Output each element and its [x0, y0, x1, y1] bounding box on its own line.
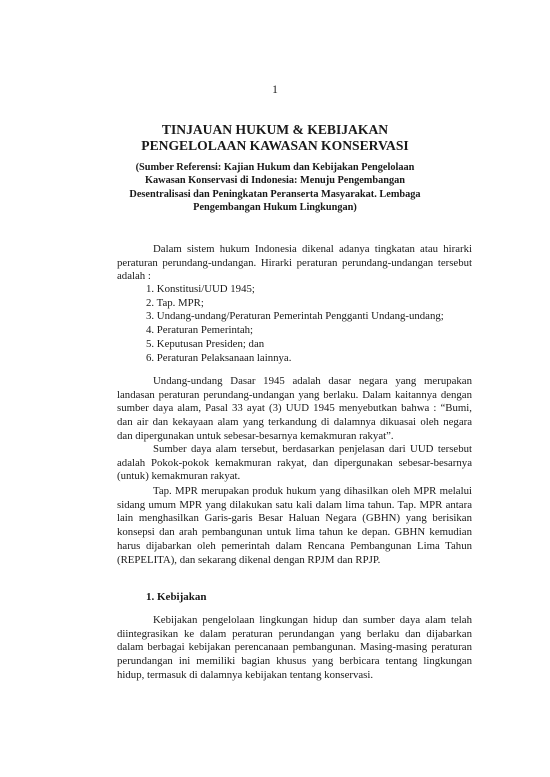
source-reference: (Sumber Referensi: Kajian Hukum dan Kebijakan Pengelolaan Kawasan Konservasi di Indonesia: Menuju Pengembangan Desentralisasi dan Peningkatan Peranserta Masyarakat. Lembaga Pengembangan Hukum Lingkungan): [129, 162, 421, 213]
list-item: 6. Peraturan Pelaksanaan lainnya.: [146, 351, 292, 364]
intro-paragraph: [117, 243, 472, 284]
title-line-2: PENGELOLAAN KAWASAN KONSERVASI: [141, 138, 409, 153]
list-item: 3. Undang-undang/Peraturan Pemerintah Pengganti Undang-undang;: [146, 310, 444, 323]
list-item: 2. Tap. MPR;: [146, 296, 204, 309]
document-title: [100, 122, 450, 154]
list-item: 1. Konstitusi/UUD 1945;: [146, 283, 255, 295]
kebijakan-paragraph: [117, 614, 472, 683]
title-line-1: TINJAUAN HUKUM & KEBIJAKAN: [161, 122, 389, 137]
sda-text: Sumber daya alam tersebut, berdasarkan penjelasan dari UUD tersebut adalah Pokok-pokok kemakmuran rakyat, dan dipergunakan sebesar-besarnya (untuk) kemakmuran rakyat.: [117, 443, 472, 483]
list-item: 5. Keputusan Presiden; dan: [146, 337, 265, 350]
hierarchy-list: [146, 283, 476, 365]
uud-paragraph: [117, 375, 472, 444]
mpr-text: Tap. MPR merupakan produk hukum yang dihasilkan oleh MPR melalui sidang umum MPR yang dilakukan satu kali dalam lima tahun. Tap. MPR antara lain menghasilkan Garis-garis Besar Haluan Negara (GBHN) yang berisikan konsepsi dan arah pembangunan untuk lima tahun ke depan. GBHN kemudian harus dijabarkan oleh pemerintah dalam Rencana Pembangunan Lima Tahun (REPELITA), dan sekarang dikenal dengan RPJM dan RPJP.: [117, 485, 472, 566]
kebijakan-text: Kebijakan pengelolaan lingkungan hidup dan sumber daya alam telah diintegrasikan ke dalam peraturan perundangan yang berlaku dan dijabarkan dalam berbagai kebijakan perencanaan pembangunan. Masing-masing peraturan perundangan ini memiliki bagian khusus yang berbicara tentang lingkungan hidup, termasuk di dalamnya kebijakan tentang konservasi.: [117, 614, 472, 681]
sda-paragraph: [117, 443, 472, 484]
list-item: 4. Peraturan Pemerintah;: [146, 324, 254, 337]
uud-text: Undang-undang Dasar 1945 adalah dasar negara yang merupakan landasan peraturan perundang-undangan yang berlaku. Dalam kaitannya dengan sumber daya alam, Pasal 33 ayat (3) UUD 1945 menyebutkan bahwa : “Bumi, dan air dan kekayaan alam yang terkandung di dalamnya dikuasai oleh negara dan dipergunakan untuk sebesar-besarnya kemakmuran rakyat”.: [117, 375, 472, 442]
section-heading: 1. Kebijakan: [146, 591, 207, 603]
mpr-paragraph: [117, 485, 472, 567]
page-number: 1: [272, 84, 278, 96]
intro-text: Dalam sistem hukum Indonesia dikenal adanya tingkatan atau hirarki peraturan perundang-undangan. Hirarki peraturan perundang-undangan tersebut adalah :: [117, 243, 472, 283]
